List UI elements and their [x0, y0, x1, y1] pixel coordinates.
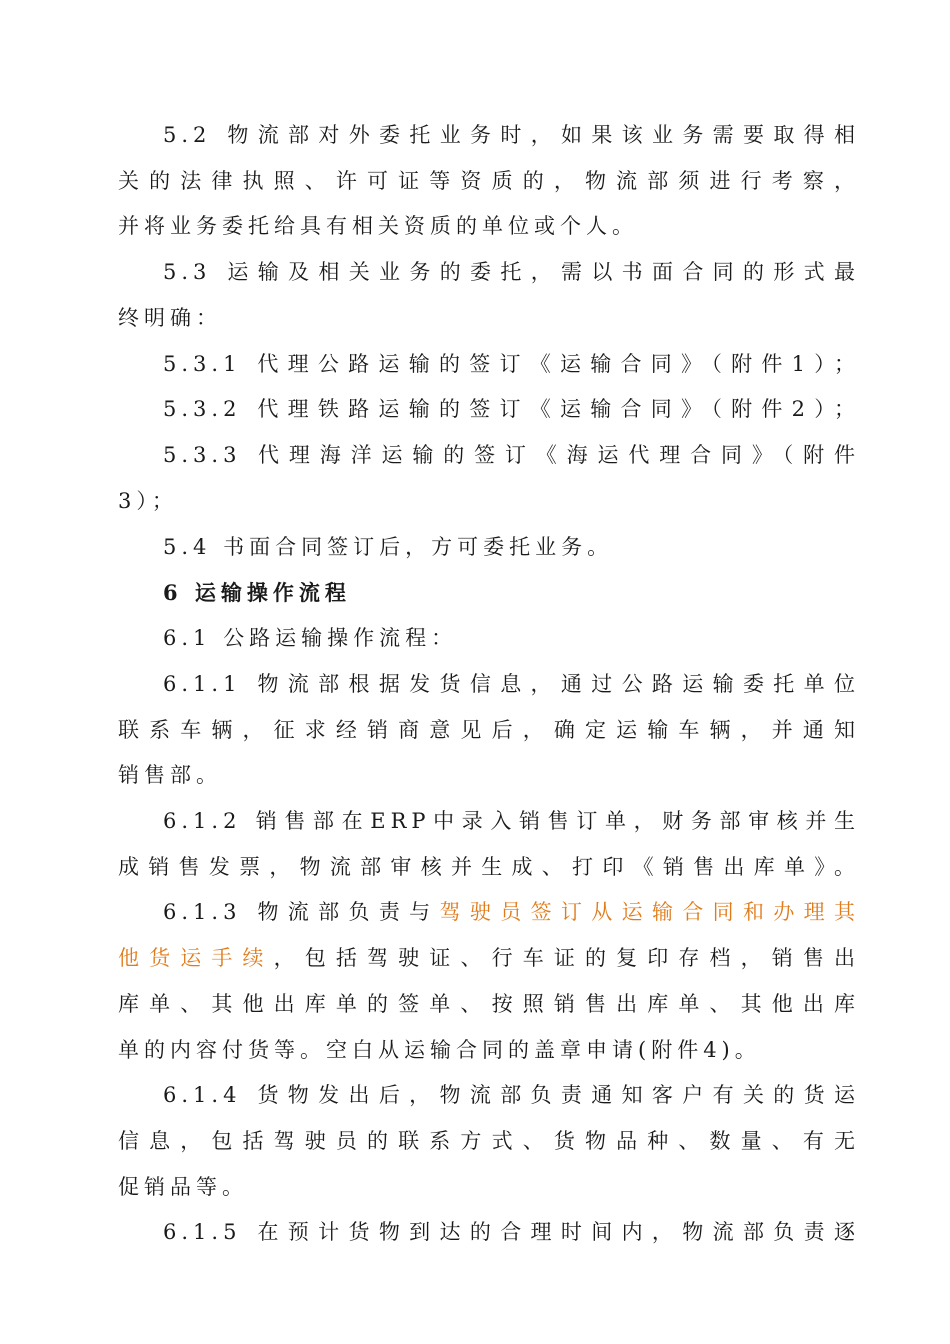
subsection-heading-6-1: 6.1 公路运输操作流程： [163, 626, 458, 650]
item-5-3-1: 5.3.1 代理公路运输的签订《运输合同》（附件1）； [163, 352, 860, 376]
item-6-1-3-line-3: 库单、其他出库单的签单、按照销售出库单、其他出库 [118, 992, 860, 1016]
item-5-3-3-line-1: 5.3.3 代理海洋运输的签订《海运代理合同》（附件 [163, 443, 860, 467]
item-6-1-3-line-2-rest: ，包括驾驶证、行车证的复印存档，销售出 [273, 946, 861, 970]
highlighted-text-continued: 他货运手续 [118, 946, 274, 970]
paragraph-5-2-line-3: 并将业务委托给具有相关资质的单位或个人。 [118, 214, 638, 238]
item-6-1-1-line-1: 6.1.1 物流部根据发货信息，通过公路运输委托单位 [163, 672, 860, 696]
item-5-3-3-line-2: 3）； [118, 489, 178, 513]
item-6-1-4-line-1: 6.1.4 货物发出后，物流部负责通知客户有关的货运 [163, 1083, 860, 1107]
item-6-1-4-line-2: 信息，包括驾驶员的联系方式、货物品种、数量、有无 [118, 1129, 860, 1153]
highlighted-text: 驾驶员签订从运输合同和办理其 [439, 900, 861, 924]
item-5-3-2: 5.3.2 代理铁路运输的签订《运输合同》（附件2）； [163, 397, 860, 421]
item-6-1-3-line-2 [118, 943, 860, 973]
paragraph-5-3-line-2: 终明确： [118, 306, 222, 330]
item-6-1-2-line-2: 成销售发票，物流部审核并生成、打印《销售出库单》。 [118, 855, 860, 879]
paragraph-5-2-line-2: 关的法律执照、许可证等资质的，物流部须进行考察， [118, 169, 860, 193]
paragraph-5-2-line-1: 5.2 物流部对外委托业务时，如果该业务需要取得相 [163, 123, 860, 147]
item-6-1-3-line-1 [163, 897, 860, 927]
item-6-1-5-line-1: 6.1.5 在预计货物到达的合理时间内，物流部负责逐 [163, 1220, 860, 1244]
paragraph-5-4: 5.4 书面合同签订后，方可委托业务。 [163, 535, 614, 559]
item-6-1-1-line-3: 销售部。 [118, 763, 222, 787]
section-heading-6: 6 运输操作流程 [163, 580, 351, 605]
item-6-1-1-line-2: 联系车辆，征求经销商意见后，确定运输车辆，并通知 [118, 718, 860, 742]
item-6-1-2-line-1: 6.1.2 销售部在ERP中录入销售订单，财务部审核并生 [163, 809, 860, 833]
item-6-1-4-line-3: 促销品等。 [118, 1175, 248, 1199]
item-6-1-3-prefix: 6.1.3 物流部负责与 [163, 900, 440, 924]
paragraph-5-3-line-1: 5.3 运输及相关业务的委托，需以书面合同的形式最 [163, 260, 860, 284]
item-6-1-3-line-4: 单的内容付货等。空白从运输合同的盖章申请(附件4)。 [118, 1038, 761, 1062]
